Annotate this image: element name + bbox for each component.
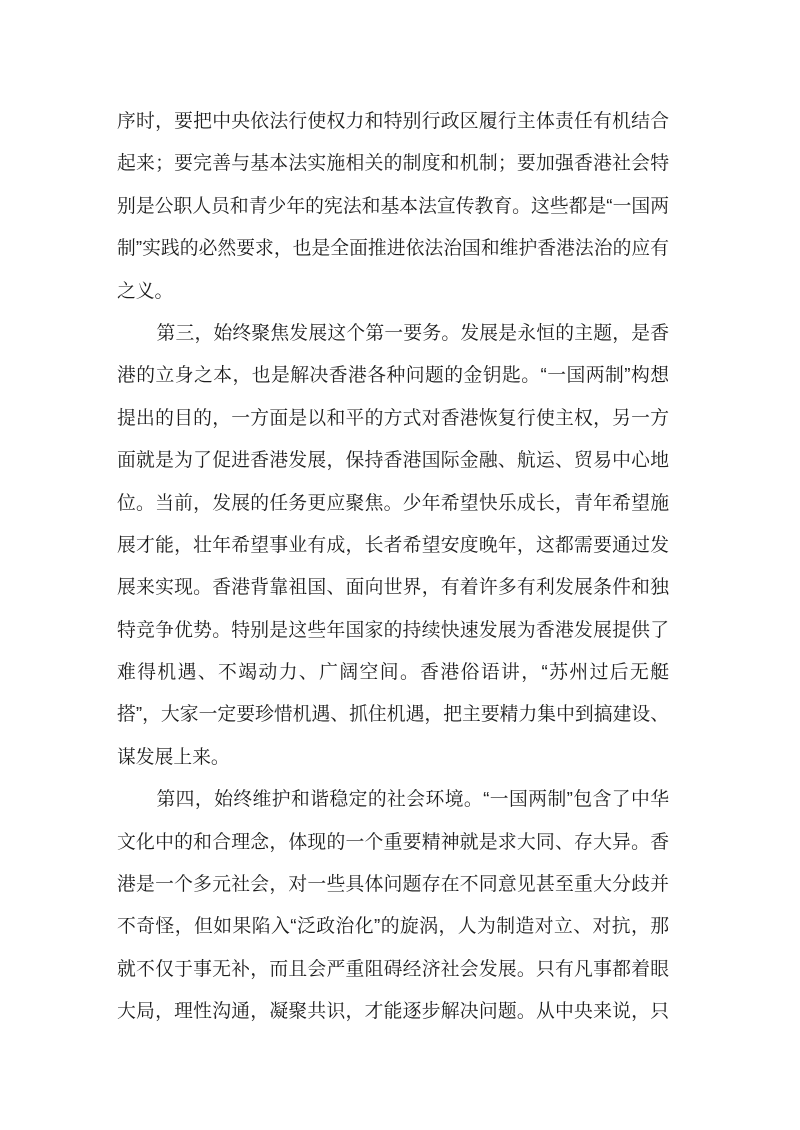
text-line: 搭”，大家一定要珍惜机遇、抓住机遇，把主要精力集中到搞建设、 bbox=[117, 703, 669, 725]
text-line: 难得机遇、不竭动力、广阔空间。香港俗语讲，“苏州过后无艇 bbox=[117, 661, 669, 683]
text-line: 展来实现。香港背靠祖国、面向世界，有着许多有利发展条件和独 bbox=[117, 576, 669, 598]
text-line: 就不仅于事无补，而且会严重阻碍经济社会发展。只有凡事都着眼 bbox=[117, 957, 669, 979]
text-line: 港的立身之本，也是解决香港各种问题的金钥匙。“一国两制”构想 bbox=[117, 364, 669, 386]
paragraph-1 bbox=[117, 100, 669, 312]
text-line: 序时，要把中央依法行使权力和特别行政区履行主体责任有机结合 bbox=[117, 110, 669, 131]
text-line: 谋发展上来。 bbox=[117, 745, 230, 767]
text-line: 文化中的和合理念，体现的一个重要精神就是求大同、存大异。香 bbox=[117, 830, 669, 852]
text-line: 特竞争优势。特别是这些年国家的持续快速发展为香港发展提供了 bbox=[117, 618, 669, 640]
text-line: 第三，始终聚焦发展这个第一要务。发展是永恒的主题，是香 bbox=[156, 321, 669, 343]
text-line: 别是公职人员和青少年的宪法和基本法宣传教育。这些都是“一国两 bbox=[117, 194, 669, 216]
text-line: 展才能，壮年希望事业有成，长者希望安度晚年，这都需要通过发 bbox=[117, 533, 669, 555]
paragraph-3 bbox=[117, 778, 669, 1032]
text-line: 之义。 bbox=[117, 279, 174, 301]
text-line: 第四，始终维护和谐稳定的社会环境。“一国两制”包含了中华 bbox=[156, 788, 669, 810]
text-line: 位。当前，发展的任务更应聚焦。少年希望快乐成长，青年希望施 bbox=[117, 491, 669, 513]
text-line: 港是一个多元社会，对一些具体问题存在不同意见甚至重大分歧并 bbox=[117, 873, 669, 895]
text-line: 起来；要完善与基本法实施相关的制度和机制；要加强香港社会特 bbox=[117, 152, 669, 174]
text-line: 不奇怪，但如果陷入“泛政治化”的旋涡，人为制造对立、对抗，那 bbox=[117, 915, 669, 937]
paragraph-2 bbox=[117, 312, 669, 778]
text-line: 制”实践的必然要求，也是全面推进依法治国和维护香港法治的应有 bbox=[117, 237, 669, 259]
text-block bbox=[117, 100, 669, 1033]
text-line: 面就是为了促进香港发展，保持香港国际金融、航运、贸易中心地 bbox=[117, 449, 669, 471]
text-line: 大局，理性沟通，凝聚共识，才能逐步解决问题。从中央来说，只 bbox=[117, 1000, 669, 1022]
text-line: 提出的目的，一方面是以和平的方式对香港恢复行使主权，另一方 bbox=[117, 406, 669, 428]
